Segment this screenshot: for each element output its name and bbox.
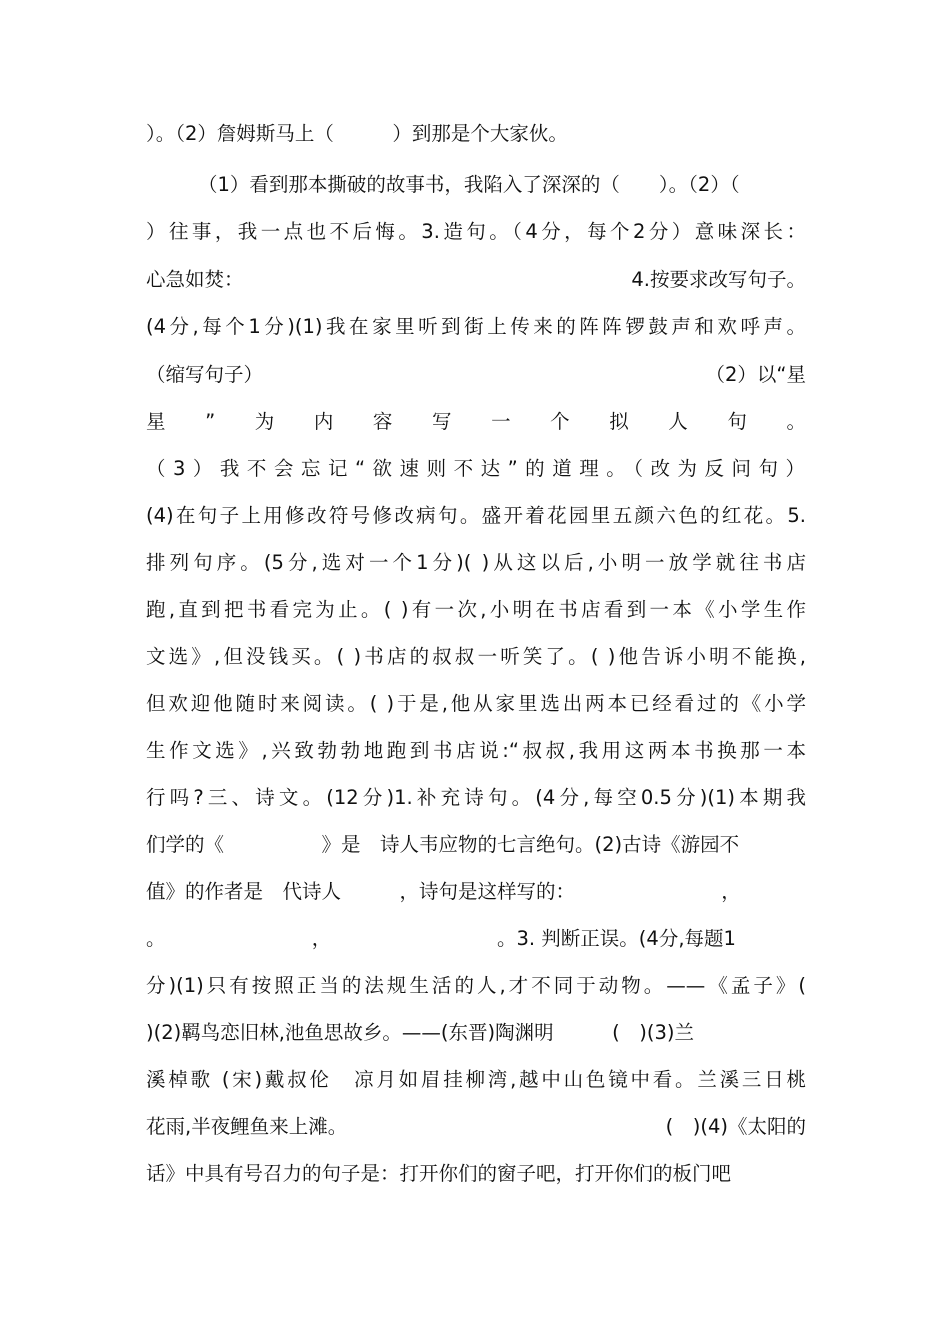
spread-char: 星 [146, 410, 166, 433]
spread-char: 内 [313, 410, 334, 433]
text-line-20: )(2)羁鸟恋旧林,池鱼思故乡。——(东晋)陶渊明 ( )(3)兰 [146, 1021, 694, 1044]
text-line-6: （缩写句子） [146, 363, 264, 386]
text-line-6-right: （2）以“星 [705, 363, 806, 386]
text-line-2: （1）看到那本撕破的故事书，我陷入了深深的（ ）。（2）（ [198, 173, 740, 196]
spread-char: 容 [372, 410, 393, 433]
text-line-12: 文选》,但没钱买。( )书店的叔叔一听笑了。( )他告诉小明不能换, [146, 645, 806, 668]
text-line-7-spread [146, 406, 806, 438]
text-line-9: (4)在句子上用修改符号修改病句。盛开着花园里五颜六色的红花。5. [146, 504, 806, 527]
spread-char: 个 [550, 410, 570, 433]
text-line-21: 溪棹歌 (宋)戴叔伦 凉月如眉挂柳湾,越中山色镜中看。兰溪三日桃 [146, 1068, 806, 1091]
text-line-4-right: 4.按要求改写句子。 [631, 268, 806, 291]
text-line-16: 们学的《 》是 诗人韦应物的七言绝句。(2)古诗《游园不 [146, 833, 740, 856]
text-line-13: 但欢迎他随时来阅读。( )于是,他从家里选出两本已经看过的《小学 [146, 692, 806, 715]
text-line-17: 值》的作者是 代诗人 ，诗句是这样写的： ， [146, 880, 741, 903]
spread-char: 写 [431, 410, 452, 433]
text-line-23: 话》中具有号召力的句子是：打开你们的窗子吧，打开你们的板门吧 [146, 1162, 732, 1185]
text-line-15: 行吗?三、诗文。(12分)1.补充诗句。(4分,每空0.5分)(1)本期我 [146, 786, 806, 809]
spread-char: 。 [786, 410, 806, 433]
text-line-8: （3）我不会忘记“欲速则不达”的道理。（改为反问句） [146, 457, 806, 480]
spread-char: 为 [254, 410, 275, 433]
text-line-22: 花雨,半夜鲤鱼来上滩。 [146, 1115, 348, 1138]
spread-char: ” [205, 410, 216, 433]
text-line-4: 心急如焚： [146, 268, 244, 291]
spread-char: 一 [491, 410, 511, 433]
text-line-1: ）。（2）詹姆斯马上（ ）到那是个大家伙。 [146, 122, 568, 145]
text-line-22-right: ( )(4)《太阳的 [665, 1115, 806, 1138]
text-line-3: ）往事，我一点也不后悔。3.造句。（4分，每个2分）意味深长： [146, 220, 806, 243]
spread-char: 句 [727, 410, 747, 433]
text-line-18: 。 ， 。3. 判断正误。(4分,每题1 [146, 927, 736, 950]
spread-char: 拟 [609, 410, 629, 433]
spread-char: 人 [668, 410, 688, 433]
text-line-5: (4分,每个1分)(1)我在家里听到街上传来的阵阵锣鼓声和欢呼声。 [146, 315, 806, 338]
text-line-19: 分)(1)只有按照正当的法规生活的人,才不同于动物。——《孟子》( [146, 974, 806, 997]
text-line-11: 跑,直到把书看完为止。( )有一次,小明在书店看到一本《小学生作 [146, 598, 806, 621]
text-line-14: 生作文选》,兴致勃勃地跑到书店说:“叔叔,我用这两本书换那一本 [146, 739, 806, 762]
text-line-10: 排列句序。(5分,选对一个1分)( )从这以后,小明一放学就往书店 [146, 551, 806, 574]
